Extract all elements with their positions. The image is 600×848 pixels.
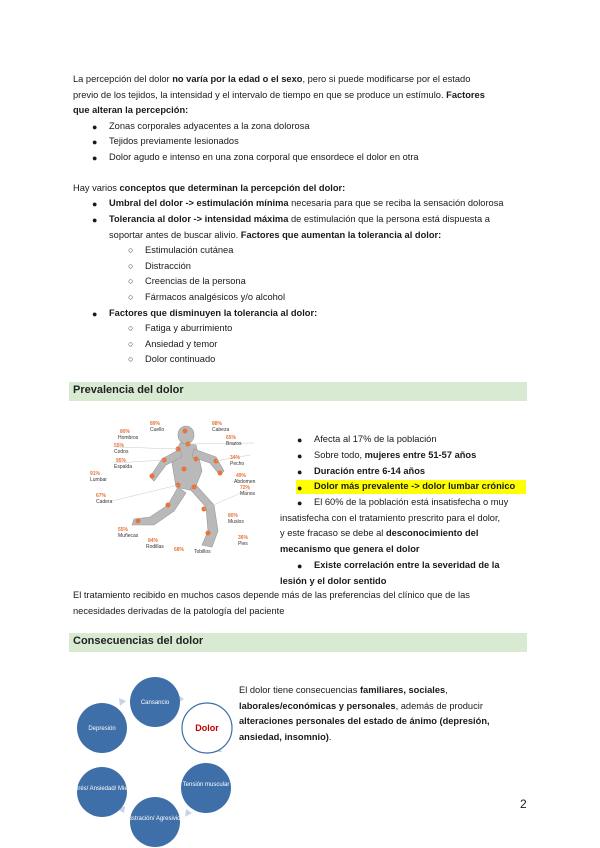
bullet-icon: ●: [297, 435, 303, 445]
runner-head: [178, 426, 194, 444]
list-item: Afecta al 17% de la población: [314, 434, 437, 444]
runner-leg-back: [132, 487, 186, 525]
bullet-icon: ●: [92, 153, 98, 163]
cycle-node-label: Frustración/ Agresividad: [122, 816, 188, 822]
runner-pain-illustration: [84, 413, 278, 555]
bold-run: Dolor más prevalente -> dolor lumbar crónico: [314, 481, 516, 491]
text-run: La percepción del dolor: [73, 74, 173, 84]
intro-paragraph: [73, 72, 531, 119]
label-pct: 80%: [228, 513, 239, 519]
list-item: Tejidos previamente lesionados: [109, 136, 239, 146]
bold-run: Tolerancia al dolor -> intensidad máxima: [109, 214, 289, 224]
label-pct: 68%: [174, 547, 185, 553]
bullet-icon: ●: [297, 467, 303, 477]
bold-run: alteraciones personales del estado de ánimo (depresión,: [239, 716, 490, 726]
bullet-icon: ●: [92, 137, 98, 147]
bold-run: Duración entre 6-14 años: [314, 466, 426, 476]
list-item-disminuyen: [109, 306, 317, 322]
cycle-node-estres: [77, 767, 127, 817]
label-pct: 34%: [230, 455, 241, 461]
text-run: .: [328, 731, 332, 742]
label-pct: 89%: [150, 421, 161, 427]
label-name: Manos: [240, 491, 256, 497]
text-run: El tratamiento recibido en muchos casos depende más de las preferencias del clínico que de las: [73, 590, 470, 600]
list-item: Zonas corporales adyacentes a la zona dolorosa: [109, 121, 310, 131]
list-item-insatisfecha: [280, 495, 530, 557]
section-title: Prevalencia del dolor: [73, 384, 184, 396]
bold-run: Factores que disminuyen la tolerancia al dolor:: [109, 308, 318, 318]
list-item-tolerancia: [109, 212, 529, 243]
cycle-node-frustracion: [130, 797, 180, 847]
label-name: Cadera: [96, 499, 113, 505]
label-name: Muñecas: [118, 533, 139, 539]
list-item: Ansiedad y temor: [145, 339, 218, 349]
text-run: necesidades derivadas de la patología del paciente: [73, 605, 285, 616]
label-pct: 67%: [96, 493, 107, 499]
bullet-icon: ●: [297, 483, 303, 493]
text-run: Sobre todo,: [314, 450, 365, 460]
circle-bullet-icon: ○: [128, 339, 134, 349]
pain-cycle-diagram: [70, 675, 240, 847]
bold-run: mecanismo que genera el dolor: [280, 543, 420, 554]
label-name: Codos: [114, 449, 129, 455]
text-run: , además de producir: [395, 700, 483, 711]
label-name: Abdomen: [234, 479, 256, 485]
circle-bullet-icon: ○: [128, 261, 134, 271]
circle-bullet-icon: ○: [128, 354, 134, 364]
label-name: Cabeza: [212, 427, 230, 433]
label-name: Cuello: [150, 427, 165, 433]
section-header-consecuencias: [69, 633, 527, 652]
bold-run: lesión y el dolor sentido: [280, 575, 387, 586]
list-item: Estimulación cutánea: [145, 245, 234, 255]
circle-bullet-icon: ○: [128, 276, 134, 286]
label-pct: 49%: [236, 473, 247, 479]
bold-run: Umbral del dolor -> estimulación mínima: [109, 198, 289, 208]
bullet-icon: ●: [297, 498, 303, 508]
treatment-paragraph: [73, 588, 531, 619]
label-name: Pies: [238, 541, 248, 547]
cycle-node-label: Depresión: [88, 726, 116, 732]
bullet-icon: ●: [297, 451, 303, 461]
text-run: El 60% de la población está insatisfecha o muy: [314, 497, 509, 507]
label-pct: 55%: [118, 527, 129, 533]
consequences-paragraph: [239, 683, 539, 745]
list-item-correlacion: [280, 558, 530, 589]
list-item: [314, 464, 425, 480]
list-item-highlight: [314, 479, 515, 495]
list-item: Fatiga y aburrimiento: [145, 323, 233, 333]
cycle-node-label: Estrés/ Ansiedad/ Miedo: [70, 786, 135, 792]
concepts-intro: [73, 181, 531, 197]
text-run: insatisfecha con el tratamiento prescrito para el dolor,: [280, 512, 501, 523]
label-pct: 84%: [148, 538, 159, 544]
section-title: Consecuencias del dolor: [73, 635, 204, 647]
bold-run: laborales/económicas y personales: [239, 700, 396, 711]
label-name: Rodillas: [146, 544, 164, 550]
arrow-icon: [119, 698, 126, 706]
text-run: El dolor tiene consecuencias: [239, 685, 360, 695]
circle-bullet-icon: ○: [128, 245, 134, 255]
label-pct: 88%: [212, 421, 223, 427]
bold-run: conceptos que determinan la percepción del dolor:: [119, 183, 346, 193]
bullet-icon: ●: [92, 122, 98, 132]
bold-run: desconocimiento del: [385, 528, 479, 538]
label-pct: 91%: [90, 471, 101, 477]
label-pct: 55%: [114, 443, 125, 449]
list-item: Dolor continuado: [145, 354, 216, 364]
bold-run: que alteran la percepción:: [73, 105, 189, 115]
cycle-center-label: Dolor: [195, 723, 219, 733]
bold-run: ansiedad, insomnio): [239, 731, 329, 742]
bold-run: Factores: [446, 89, 485, 100]
bold-run: familiares, sociales: [359, 685, 446, 695]
runner-leg-front: [190, 485, 218, 547]
text-run: y este fracaso se debe al: [280, 528, 386, 538]
section-header-prevalencia: [69, 382, 527, 401]
list-item: [314, 448, 476, 464]
text-run: ,: [445, 685, 448, 695]
list-item: Fármacos analgésicos y/o alcohol: [145, 292, 286, 302]
label-name: Hombros: [118, 435, 139, 441]
list-item: Dolor agudo e intenso en una zona corporal que ensordece el dolor en otra: [109, 152, 419, 162]
page-number: 2: [520, 797, 527, 811]
label-name: Tobillos: [194, 549, 211, 555]
bullet-icon: ●: [297, 561, 303, 571]
circle-bullet-icon: ○: [128, 292, 134, 302]
label-pct: 95%: [116, 458, 127, 464]
label-name: Lumbar: [90, 477, 107, 483]
list-item: Distracción: [145, 261, 191, 271]
bullet-icon: ●: [92, 199, 98, 209]
text-run: Hay varios: [73, 183, 120, 193]
label-pct: 36%: [238, 535, 249, 541]
label-pct: 65%: [226, 435, 237, 441]
label-pct: 80%: [120, 429, 131, 435]
bold-run: no varía por la edad o el sexo: [172, 74, 303, 84]
label-name: Pecho: [230, 461, 245, 467]
bold-run: Factores que aumentan la tolerancia al dolor:: [240, 229, 442, 240]
label-pct: 72%: [240, 485, 251, 491]
text-run: , pero si puede modificarse por el estado: [302, 74, 471, 84]
text-run: soportar antes de buscar alivio.: [109, 229, 241, 240]
bullet-icon: ●: [92, 215, 98, 225]
label-name: Espalda: [114, 464, 133, 470]
label-name: Muslos: [228, 519, 244, 525]
text-run: necesaria para que se reciba la sensación dolorosa: [288, 198, 504, 208]
bold-run: Existe correlación entre la severidad de la: [314, 560, 500, 570]
text-run: previo de los tejidos, la intensidad y el intervalo de tiempo en que se produce un estímulo.: [73, 89, 447, 100]
circle-bullet-icon: ○: [128, 323, 134, 333]
bullet-icon: ●: [92, 309, 98, 319]
bold-run: mujeres entre 51-57 años: [364, 450, 477, 460]
cycle-node-label: Cansancio: [140, 700, 170, 706]
cycle-node-tension: [181, 763, 231, 813]
list-item-umbral: [109, 196, 504, 212]
list-item: Creencias de la persona: [145, 276, 246, 286]
text-run: de estimulación que la persona está dispuesta a: [288, 214, 490, 224]
label-name: Brazos: [226, 441, 242, 447]
cycle-node-label: Tensión muscular: [182, 782, 230, 788]
